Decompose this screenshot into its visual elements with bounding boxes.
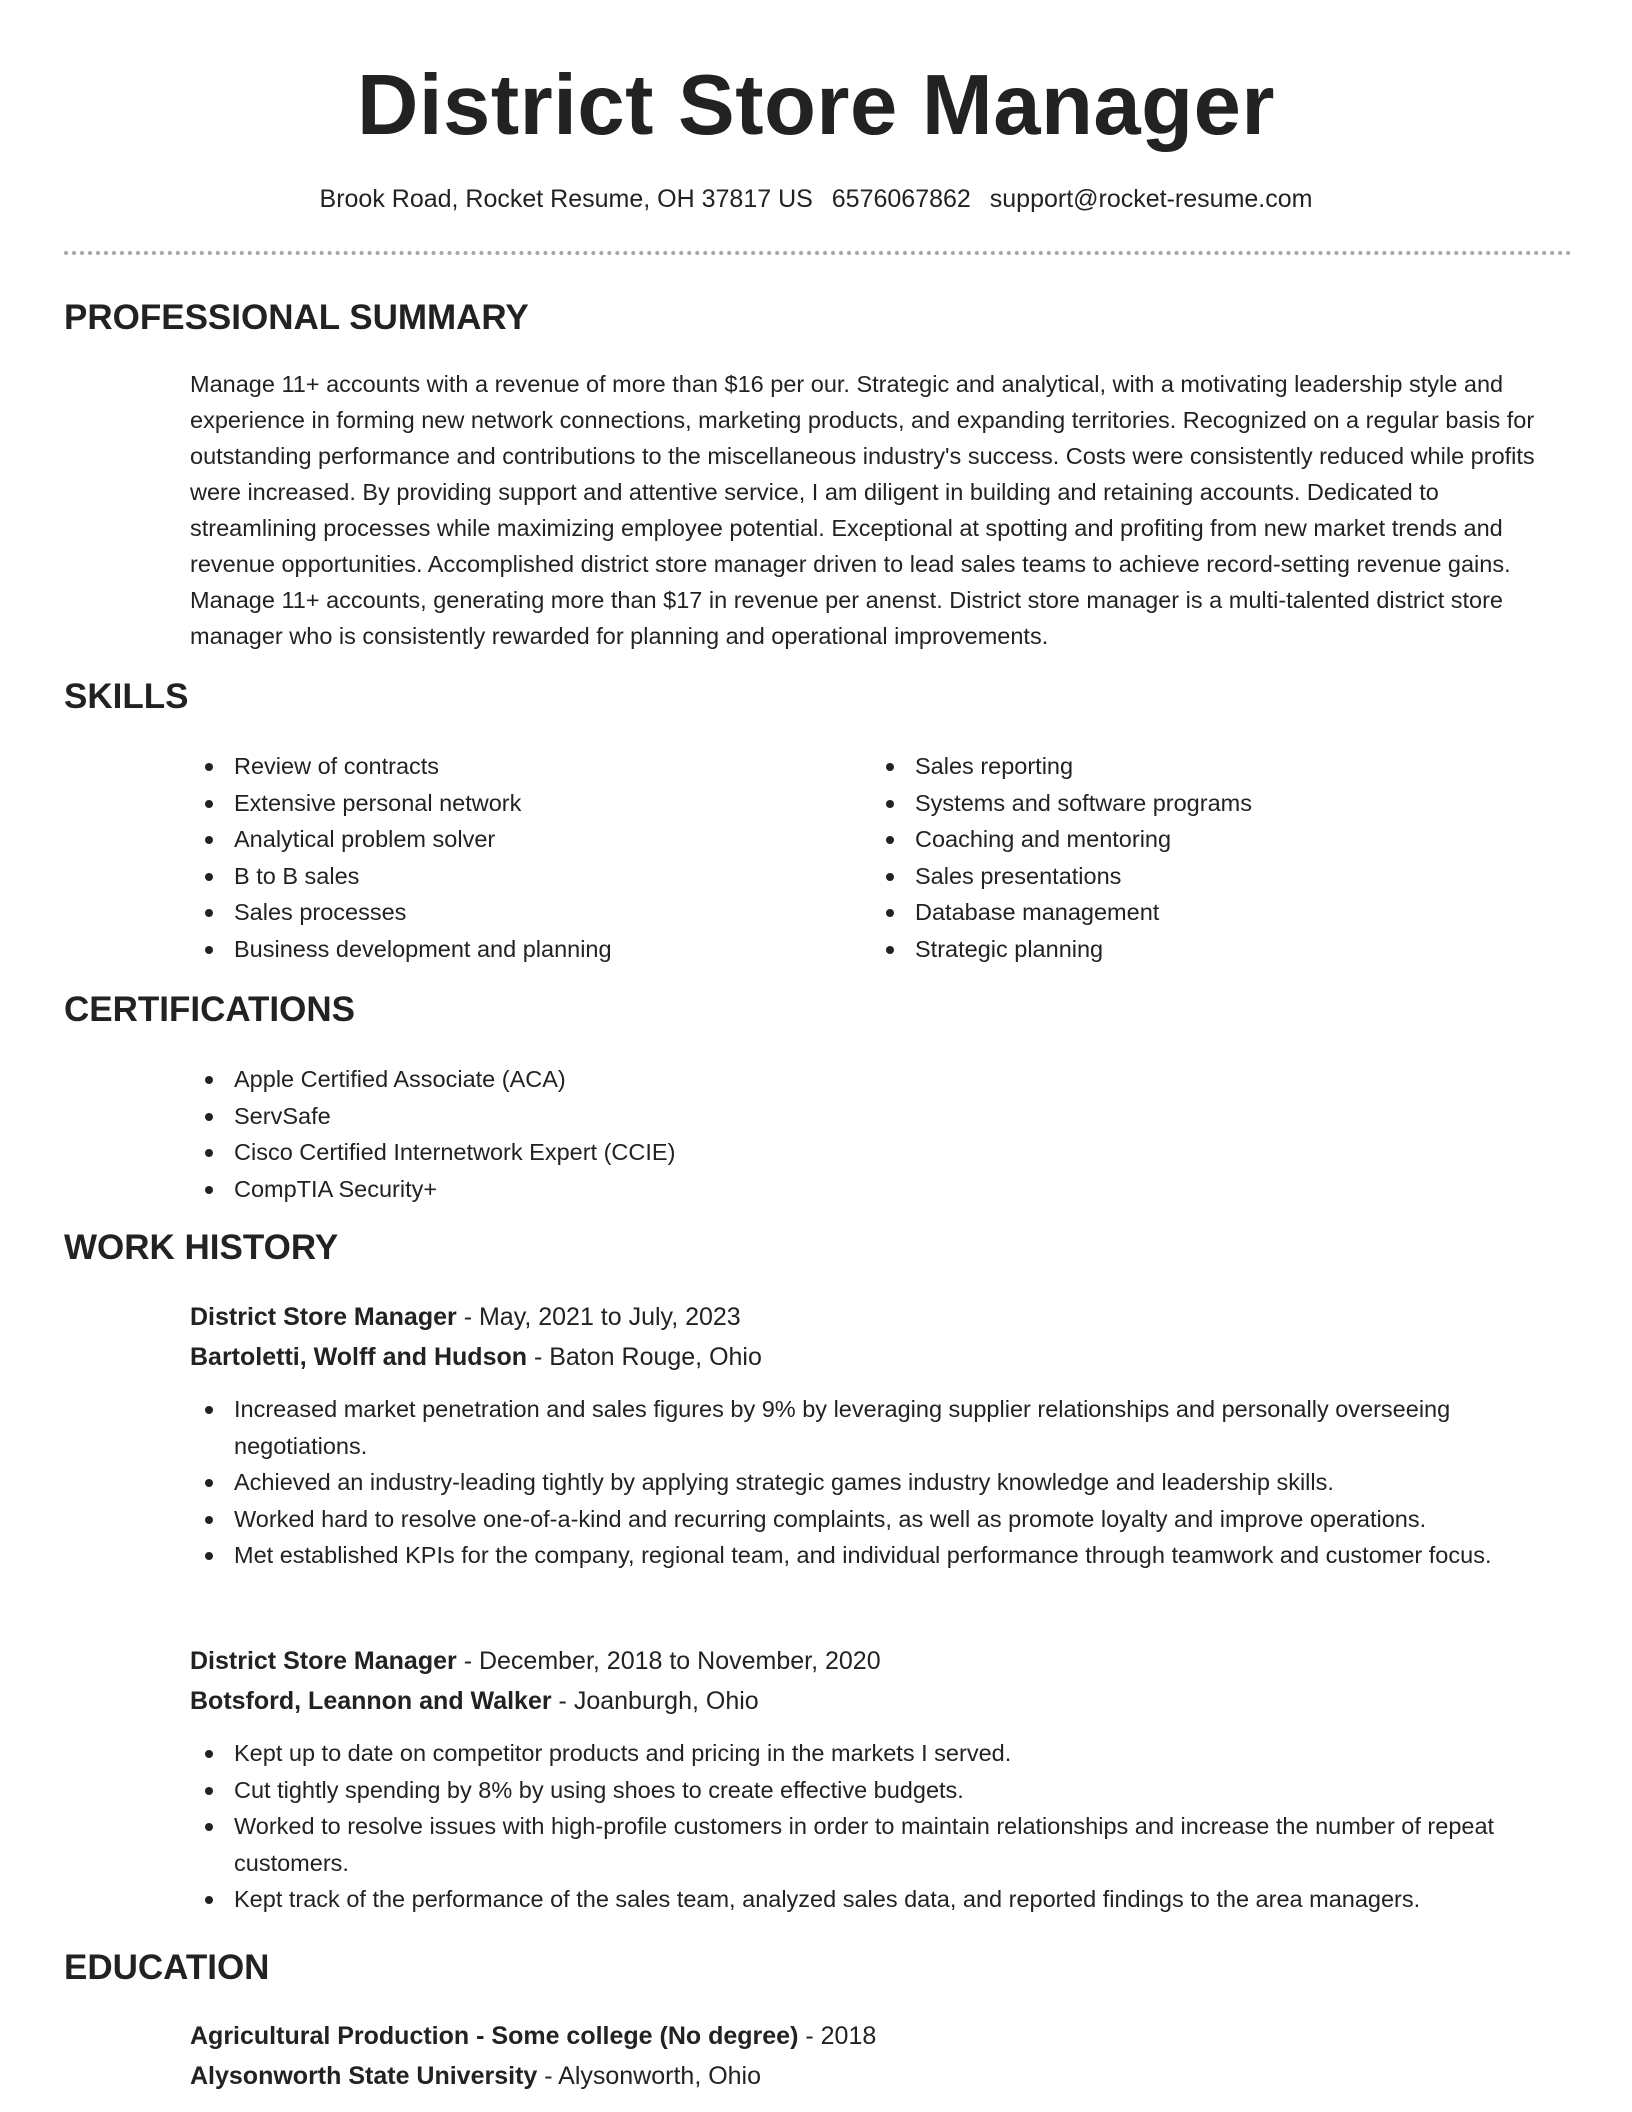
job-1-title-line: [190, 1299, 741, 1335]
list-item: Coaching and mentoring: [871, 821, 1551, 858]
contact-address: Brook Road, Rocket Resume, OH 37817 US: [319, 185, 813, 213]
list-item: Review of contracts: [190, 748, 830, 785]
list-item: Kept up to date on competitor products and pricing in the markets I served.: [190, 1735, 1530, 1772]
section-title-education: EDUCATION: [64, 1948, 270, 1987]
list-item: B to B sales: [190, 858, 830, 895]
skills-list-left: [190, 748, 830, 967]
list-item: Strategic planning: [871, 931, 1551, 968]
job-2-bullets: [190, 1735, 1530, 1918]
section-title-skills: SKILLS: [64, 677, 189, 716]
certifications-list: [190, 1061, 1090, 1207]
education-location: - Alysonworth, Ohio: [537, 2062, 762, 2090]
list-item: Worked to resolve issues with high-profile customers in order to maintain relationships and increase the number of repeat customers.: [190, 1808, 1530, 1881]
job-2-location: - Joanburgh, Ohio: [551, 1687, 759, 1715]
job-1-dates: - May, 2021 to July, 2023: [456, 1303, 741, 1331]
list-item: Sales reporting: [871, 748, 1551, 785]
list-item: Sales presentations: [871, 858, 1551, 895]
list-item: Worked hard to resolve one-of-a-kind and recurring complaints, as well as promote loyalty and improve operations.: [190, 1501, 1530, 1538]
contact-email: support@rocket-resume.com: [989, 185, 1313, 213]
section-title-certifications: CERTIFICATIONS: [64, 990, 356, 1029]
education-year: - 2018: [798, 2022, 877, 2050]
summary-text: Manage 11+ accounts with a revenue of more than $16 per our. Strategic and analytical, with a motivating leadership style and experience in forming new network connections, marketing products, and expanding territories. Recognized on a regular basis for outstanding performance and contributions to the miscellaneous industry's success. Costs were consistently reduced while profits were increased. By providing support and attentive service, I am diligent in building and retaining accounts. Dedicated to streamlining processes while maximizing employee potential. Exceptional at spotting and profiting from new market trends and revenue opportunities. Accomplished district store manager driven to lead sales teams to achieve record-setting revenue gains. Manage 11+ accounts, generating more than $17 in revenue per anenst. District store manager is a multi-talented district store manager who is consistently rewarded for planning and operational improvements.: [190, 371, 1535, 649]
list-item: Apple Certified Associate (ACA): [190, 1061, 1090, 1098]
section-title-summary: PROFESSIONAL SUMMARY: [64, 298, 529, 337]
list-item: Met established KPIs for the company, regional team, and individual performance through teamwork and customer focus.: [190, 1537, 1530, 1574]
skills-list-right: [871, 748, 1551, 967]
job-2-dates: - December, 2018 to November, 2020: [456, 1647, 881, 1675]
list-item: Business development and planning: [190, 931, 830, 968]
list-item: Kept track of the performance of the sales team, analyzed sales data, and reported findings to the area managers.: [190, 1881, 1530, 1918]
list-item: CompTIA Security+: [190, 1171, 1090, 1208]
list-item: Systems and software programs: [871, 785, 1551, 822]
education-degree-line: [190, 2018, 876, 2054]
list-item: Database management: [871, 894, 1551, 931]
list-item: Sales processes: [190, 894, 830, 931]
list-item: Analytical problem solver: [190, 821, 830, 858]
list-item: ServSafe: [190, 1098, 1090, 1135]
education-degree: Agricultural Production - Some college (No degree): [190, 2022, 799, 2050]
contact-line: [0, 181, 1632, 217]
job-1-company-line: [190, 1339, 762, 1375]
education-school: Alysonworth State University: [190, 2062, 538, 2090]
job-1-company: Bartoletti, Wolff and Hudson: [190, 1343, 528, 1371]
job-1-title: District Store Manager: [190, 1303, 457, 1331]
section-title-work-history: WORK HISTORY: [64, 1228, 339, 1267]
header-divider: [64, 251, 1572, 255]
contact-phone: 6576067862: [831, 185, 971, 213]
job-2-company: Botsford, Leannon and Walker: [190, 1687, 552, 1715]
list-item: Extensive personal network: [190, 785, 830, 822]
job-2-title-line: [190, 1643, 881, 1679]
education-school-line: [190, 2058, 761, 2094]
list-item: Achieved an industry-leading tightly by applying strategic games industry knowledge and leadership skills.: [190, 1464, 1530, 1501]
list-item: Cisco Certified Internetwork Expert (CCIE): [190, 1134, 1090, 1171]
job-2-title: District Store Manager: [190, 1647, 457, 1675]
job-1-bullets: [190, 1391, 1530, 1574]
candidate-name: District Store Manager: [357, 58, 1275, 153]
list-item: Cut tightly spending by 8% by using shoes to create effective budgets.: [190, 1772, 1530, 1809]
job-2-company-line: [190, 1683, 759, 1719]
job-1-location: - Baton Rouge, Ohio: [527, 1343, 762, 1371]
list-item: Increased market penetration and sales figures by 9% by leveraging supplier relationships and personally overseeing negotiations.: [190, 1391, 1530, 1464]
